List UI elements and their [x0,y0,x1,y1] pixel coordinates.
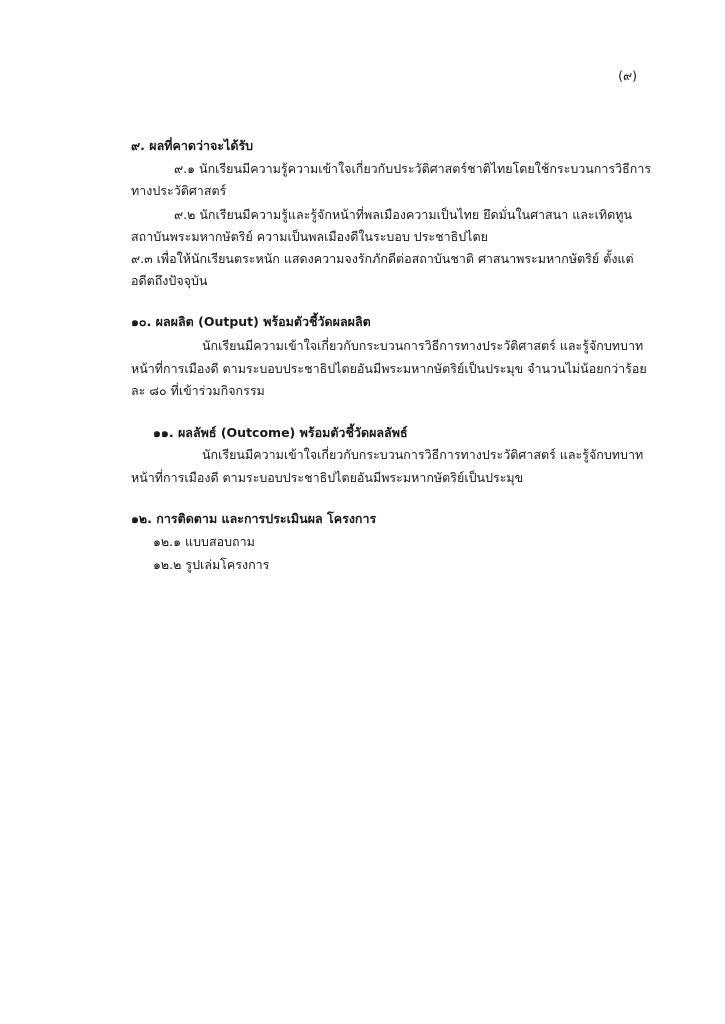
section-11-line-1: นักเรียนมีความเข้าใจเกี่ยวกับกระบวนการวิธีการทางประวัติศาสตร์ และรู้จักบทบาท [202,447,644,462]
section-12-item-1: ๑๒.๑ แบบสอบถาม [153,534,255,549]
section-10-line-2: หน้าที่การเมืองดี ตามระบอบประชาธิปไตยอันมีพระมหากษัตริย์เป็นประมุข จำนวนไม่น้อยกว่าร้อย [131,361,647,376]
section-9-item-1-line-1: ๙.๑ นักเรียนมีความรู้ความเข้าใจเกี่ยวกับประวัติศาสตร์ชาติไทยโดยใช้กระบวนการวิธีการ [174,161,652,176]
page-number: (๙) [618,68,637,83]
section-9-item-3-line-1: ๙.๓ เพื่อให้นักเรียนตระหนัก แสดงความจงรักภักดีต่อสถาบันชาติ ศาสนาพระมหากษัตริย์ ตั้งแต่ [131,251,634,266]
section-9-item-1-line-2: ทางประวัติศาสตร์ [131,183,227,198]
section-11-line-2: หน้าที่การเมืองดี ตามระบอบประชาธิปไตยอันมีพระมหากษัตริย์เป็นประมุข [131,470,524,485]
section-10-line-1: นักเรียนมีความเข้าใจเกี่ยวกับกระบวนการวิธีการทางประวัติศาสตร์ และรู้จักบทบาท [202,338,644,353]
section-12-heading: ๑๒. การติดตาม และการประเมินผล โครงการ [131,511,377,526]
section-11-heading: ๑๑. ผลลัพธ์ (Outcome) พร้อมตัวชี้วัดผลลัพธ์ [153,425,408,440]
section-10-line-3: ละ ๘๐ ที่เข้าร่วมกิจกรรม [131,383,265,398]
section-9-item-3-line-2: อดีตถึงปัจจุบัน [131,273,208,288]
section-9-item-2-line-1: ๙.๒ นักเรียนมีความรู้และรู้จักหน้าที่พลเมืองความเป็นไทย ยึดมั่นในศาสนา และเทิดทูน [174,207,633,222]
section-9-heading: ๙. ผลที่คาดว่าจะได้รับ [131,138,254,153]
section-9-item-2-line-2: สถาบันพระมหากษัตริย์ ความเป็นพลเมืองดีในระบอบ ประชาธิปไตย [131,229,488,244]
section-12-item-2: ๑๒.๒ รูปเล่มโครงการ [153,557,270,572]
section-10-heading: ๑๐. ผลผลิต (Output) พร้อมตัวชี้วัดผลผลิต [131,314,371,329]
